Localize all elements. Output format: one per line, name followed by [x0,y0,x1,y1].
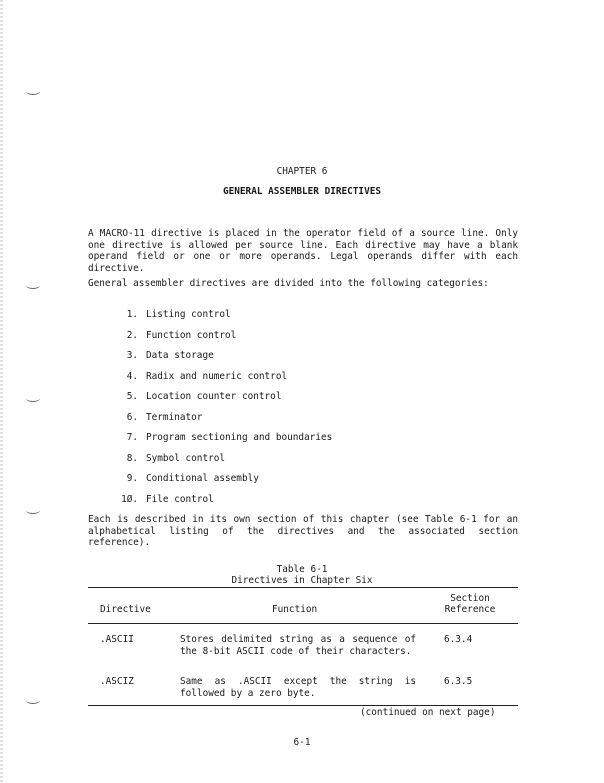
categories-list [100,309,400,514]
table-caption: Table 6-1 [276,564,328,575]
list-item: 5. Location counter control [126,391,282,402]
margin-mark [26,507,40,514]
list-item: 1Ø. File control [121,493,214,505]
function-cell: Stores delimited string as a sequence of the 8-bit ASCII code of their characters. [180,634,416,657]
table-header-rule [88,623,518,624]
margin-mark [26,282,40,289]
directive-cell: .ASCII [100,634,134,645]
margin-mark [26,395,40,402]
list-item: 1. Listing control [126,309,231,320]
page-number: 6-1 [293,737,311,748]
intro-paragraph: A MACRO-11 directive is placed in the operator field of a source line. Only one directive is allowed per source line. Each directive may have a blank operand field or one or more operands. Legal operands differ with each directive. [88,228,518,274]
function-header: Function [272,604,318,615]
table-bottom-rule [88,705,518,706]
function-cell: Same as .ASCII except the string is followed by a zero byte. [180,676,416,699]
chapter-label: CHAPTER 6 [276,166,328,177]
directive-cell: .ASCIZ [100,676,134,687]
reference-cell: 6.3.5 [444,676,473,687]
table-top-rule [88,587,518,588]
list-item: 3. Data storage [126,350,214,361]
section-header: Section [450,593,490,604]
list-item: 2. Function control [126,329,237,341]
margin-mark [26,88,40,95]
categories-lead-paragraph: General assembler directives are divided into the following categories: [88,278,489,289]
list-item: 8. Symbol control [126,452,226,464]
continued-note: (continued on next page) [360,707,496,718]
binding-edge [0,0,3,783]
list-item: 6. Terminator [126,411,203,423]
list-item: 7. Program sectioning and boundaries [126,432,333,443]
reference-cell: 6.3.4 [444,634,473,645]
margin-mark [26,697,40,704]
table-subcaption: Directives in Chapter Six [231,575,373,586]
chapter-title: GENERAL ASSEMBLER DIRECTIVES [222,186,382,197]
list-item: 4. Radix and numeric control [126,370,288,382]
directive-header: Directive [100,604,151,615]
list-item: 9. Conditional assembly [126,473,259,484]
reference-header: Reference [444,604,496,615]
description-paragraph: Each is described in its own section of this chapter (see Table 6-1 for an alphabetical listing of the directives and the associated section reference). [88,514,518,549]
